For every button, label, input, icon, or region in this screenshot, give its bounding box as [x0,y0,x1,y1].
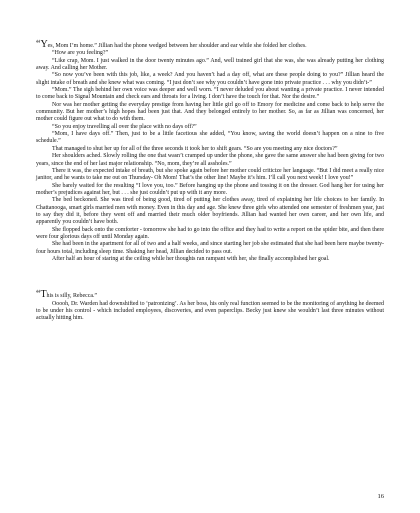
section-break [36,263,384,291]
paragraph: That managed to shut her up for all of the three seconds it took her to shift gears. “So are you meeting any nice doctors?” [52,145,338,152]
paragraph: She barely waited for the resulting “I love you, too.” Before hanging up the phone and tossing it on the dresser. God hang her for using her mother’s prejudices against her, but . . . she just couldn’t put up with it any more. [36,182,384,196]
paragraph: The bed beckoned. She was tired of being good, tired of putting her clothes away, tired of explaining her life choices to her family. In Chattanooga, smart girls married men with money. Even in this day and age. She knew three girls who attended one semester of freshmen year, just to say they did it, before they went off and married their much older boyfriends. Jillian had wanted her own career, and her own life, and apparently you couldn’t have both. [36,197,384,226]
paragraph: “So you enjoy travelling all over the place with no days off?” [52,123,197,130]
paragraph: She had been in the apartment for all of two and a half weeks, and since starting her job she estimated that she had been here maybe twenty-four hours total, including sleep time. Shaking her head, Jillian decided to pass out. [36,241,384,255]
paragraph: After half an hour of staring at the ceiling while her thoughts ran rampant with her, she finally accomplished her goal. [52,255,330,262]
drop-cap: “T [36,289,47,301]
paragraph: She flopped back onto the comforter - tomorrow she had to go into the office and they had to write a report on the spider bite, and then there were four glorious days off until Monday again. [36,226,384,240]
paragraph: There it was, the expected intake of breath, but she spoke again before her mother could criticize her language. “But I did meet a really nice janitor, and he wants to take me out on Thursday- Oh Mom! That’s the other line! Maybe it’s him. I’ll call you next week! I love you!” [36,167,384,182]
paragraph: Nor was her mother getting the everyday prestige from having her little girl go off to Emory for medicine and come back to help serve the community. But her mother’s high hopes had been just that. And they belonged entirely to her mother. So, as far as Jillian was concerned, her mother could figure out what to do with them. [36,101,384,123]
section-1 [36,41,384,263]
paragraph: “Like crap, Mom. I just walked in the door twenty minutes ago.” And, well trained girl that she was, she was already putting her clothing away. And calling her Mother. [36,57,384,72]
paragraph: “Mom, I have days off.” Then, just to be a little facetious she added, “You know, saving the world doesn’t happen on a nine to five schedule.” [36,131,384,145]
page-number: 16 [377,493,384,500]
paragraph: Ooooh, Dr. Warden had downshifted to ‘patronizing’. As her boss, his only real function seemed to be the monitoring of anything he deemed to be under his control - which included employees, discoveries, and even paperclips. Becky just knew she wouldn’t last three minutes without actually hitting him. [36,300,384,322]
paragraph: Her shoulders ached. Slowly rolling the one that wasn’t cramped up under the phone, she gave the same answer she had been giving for two years, since the end of her last major relationship. “No, mom, they’re all assholes.” [36,153,384,167]
paragraph [36,291,384,300]
paragraph: “How are you feeling?” [52,50,109,57]
paragraph [36,41,384,50]
paragraph: “So now you’ve been with this job, like, a week? And you haven’t had a day off, what are these people doing to you?” Jillian heard the slight intake of breath and she knew what was coming. “I just don’t see why you couldn’t have gone into private practice . . . why you didn’t-” [36,72,384,86]
drop-cap: “Y [36,39,48,50]
paragraph: “Mom.” The sigh behind her own voice was deeper and well worn. “I never deluded you about wanting a private practice. I never intended to come back to Signal Mountain and check ears and throats for a living. I don’t have the touch for that. Nor the desire.” [36,87,384,101]
paragraph-text: es, Mom I’m home.” Jillian had the phone wedged between her shoulder and ear while she folded her clothes. [47,43,307,49]
paragraph-text: his is silly, Rebecca.” [46,293,98,300]
section-2 [36,291,384,322]
